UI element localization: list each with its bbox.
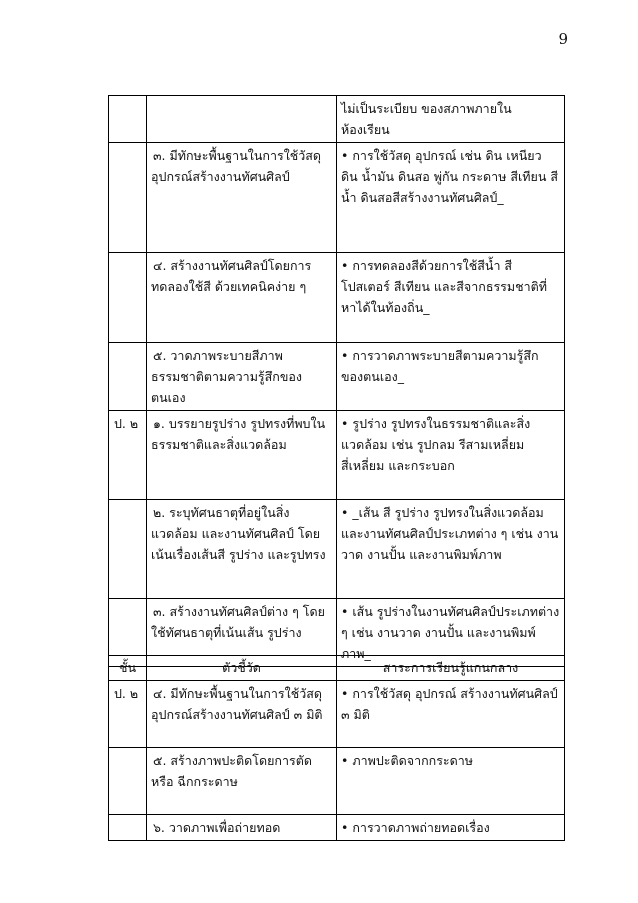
header-grade: ชั้น <box>109 656 147 681</box>
indicator-cell: ๕. วาดภาพระบายสีภาพธรรมชาติตามความรู้สึกของตนเอง <box>147 343 337 411</box>
indicator-cell: ๔. สร้างงานทัศนศิลป์โดยการทดลองใช้สี ด้วยเทคนิคง่าย ๆ <box>147 253 337 343</box>
content-cell: • การวาดภาพถ่ายทอดเรื่อง <box>337 815 565 841</box>
table-row <box>109 815 565 841</box>
grade-cell <box>109 143 147 253</box>
page-number: 9 <box>558 30 568 48</box>
content-cell: • การใช้วัสดุ อุปกรณ์ เช่น ดิน เหนียว ดิน น้ำมัน ดินสอ พู่กัน กระดาษ สีเทียน สีน้ำ ดินสอสีสร้างงานทัศนศิลป์_ <box>337 143 565 253</box>
table-row <box>109 343 565 411</box>
indicator-cell: ๕. สร้างภาพปะติดโดยการตัดหรือ ฉีกกระดาษ <box>147 748 337 815</box>
content-cell: • ภาพปะติดจากกระดาษ <box>337 748 565 815</box>
content-cell: • การทดลองสีด้วยการใช้สีน้ำ สีโปสเตอร์ สีเทียน และสีจากธรรมชาติที่หาได้ในท้องถิ่น_ <box>337 253 565 343</box>
curriculum-table-continued <box>108 95 565 667</box>
content-cell: • เส้น รูปร่างในงานทัศนศิลป์ประเภทต่าง ๆ เช่น งานวาด งานปั้น และงานพิมพ์ภาพ_ <box>337 599 565 667</box>
indicator-cell: ๓. สร้างงานทัศนศิลป์ต่าง ๆ โดยใช้ทัศนธาตุที่เน้นเส้น รูปร่าง <box>147 599 337 667</box>
grade-cell: ป. ๒ <box>109 411 147 500</box>
curriculum-table <box>108 655 565 841</box>
table-row <box>109 253 565 343</box>
grade-cell <box>109 815 147 841</box>
indicator-cell: ๖. วาดภาพเพื่อถ่ายทอด <box>147 815 337 841</box>
header-content: สาระการเรียนรู้แกนกลาง <box>337 656 565 681</box>
content-cell: • การใช้วัสดุ อุปกรณ์ สร้างงานทัศนศิลป์ ๓ มิติ <box>337 681 565 748</box>
grade-cell <box>109 343 147 411</box>
table-row <box>109 500 565 599</box>
table-row <box>109 96 565 143</box>
content-cell: • _เส้น สี รูปร่าง รูปทรงในสิ่งแวดล้อม และงานทัศนศิลป์ประเภทต่าง ๆ เช่น งานวาด งานปั้น และงานพิมพ์ภาพ <box>337 500 565 599</box>
grade-cell <box>109 253 147 343</box>
content-cell: ไม่เป็นระเบียบ ของสภาพภายในห้องเรียน <box>337 96 565 143</box>
grade-cell: ป. ๒ <box>109 681 147 748</box>
indicator-cell: ๑. บรรยายรูปร่าง รูปทรงที่พบในธรรมชาติและสิ่งแวดล้อม <box>147 411 337 500</box>
grade-cell <box>109 96 147 143</box>
indicator-cell <box>147 96 337 143</box>
table-header-row <box>109 656 565 681</box>
indicator-cell: ๒. ระบุทัศนธาตุที่อยู่ในสิ่งแวดล้อม และงานทัศนศิลป์ โดยเน้นเรื่องเส้นสี รูปร่าง และรูปทรง <box>147 500 337 599</box>
table-row <box>109 143 565 253</box>
indicator-cell: ๓. มีทักษะพื้นฐานในการใช้วัสดุ อุปกรณ์สร้างงานทัศนศิลป์ <box>147 143 337 253</box>
grade-cell <box>109 500 147 599</box>
content-cell: • รูปร่าง รูปทรงในธรรมชาติและสิ่งแวดล้อม เช่น รูปกลม รีสามเหลี่ยม สี่เหลี่ยม และกระบอก <box>337 411 565 500</box>
content-cell: • การวาดภาพระบายสีตามความรู้สึก ของตนเอง_ <box>337 343 565 411</box>
header-indicator: ตัวชี้วัด <box>147 656 337 681</box>
table-row <box>109 748 565 815</box>
grade-cell <box>109 748 147 815</box>
table-row <box>109 681 565 748</box>
table-row <box>109 411 565 500</box>
indicator-cell: ๔. มีทักษะพื้นฐานในการใช้วัสดุ อุปกรณ์สร้างงานทัศนศิลป์ ๓ มิติ <box>147 681 337 748</box>
